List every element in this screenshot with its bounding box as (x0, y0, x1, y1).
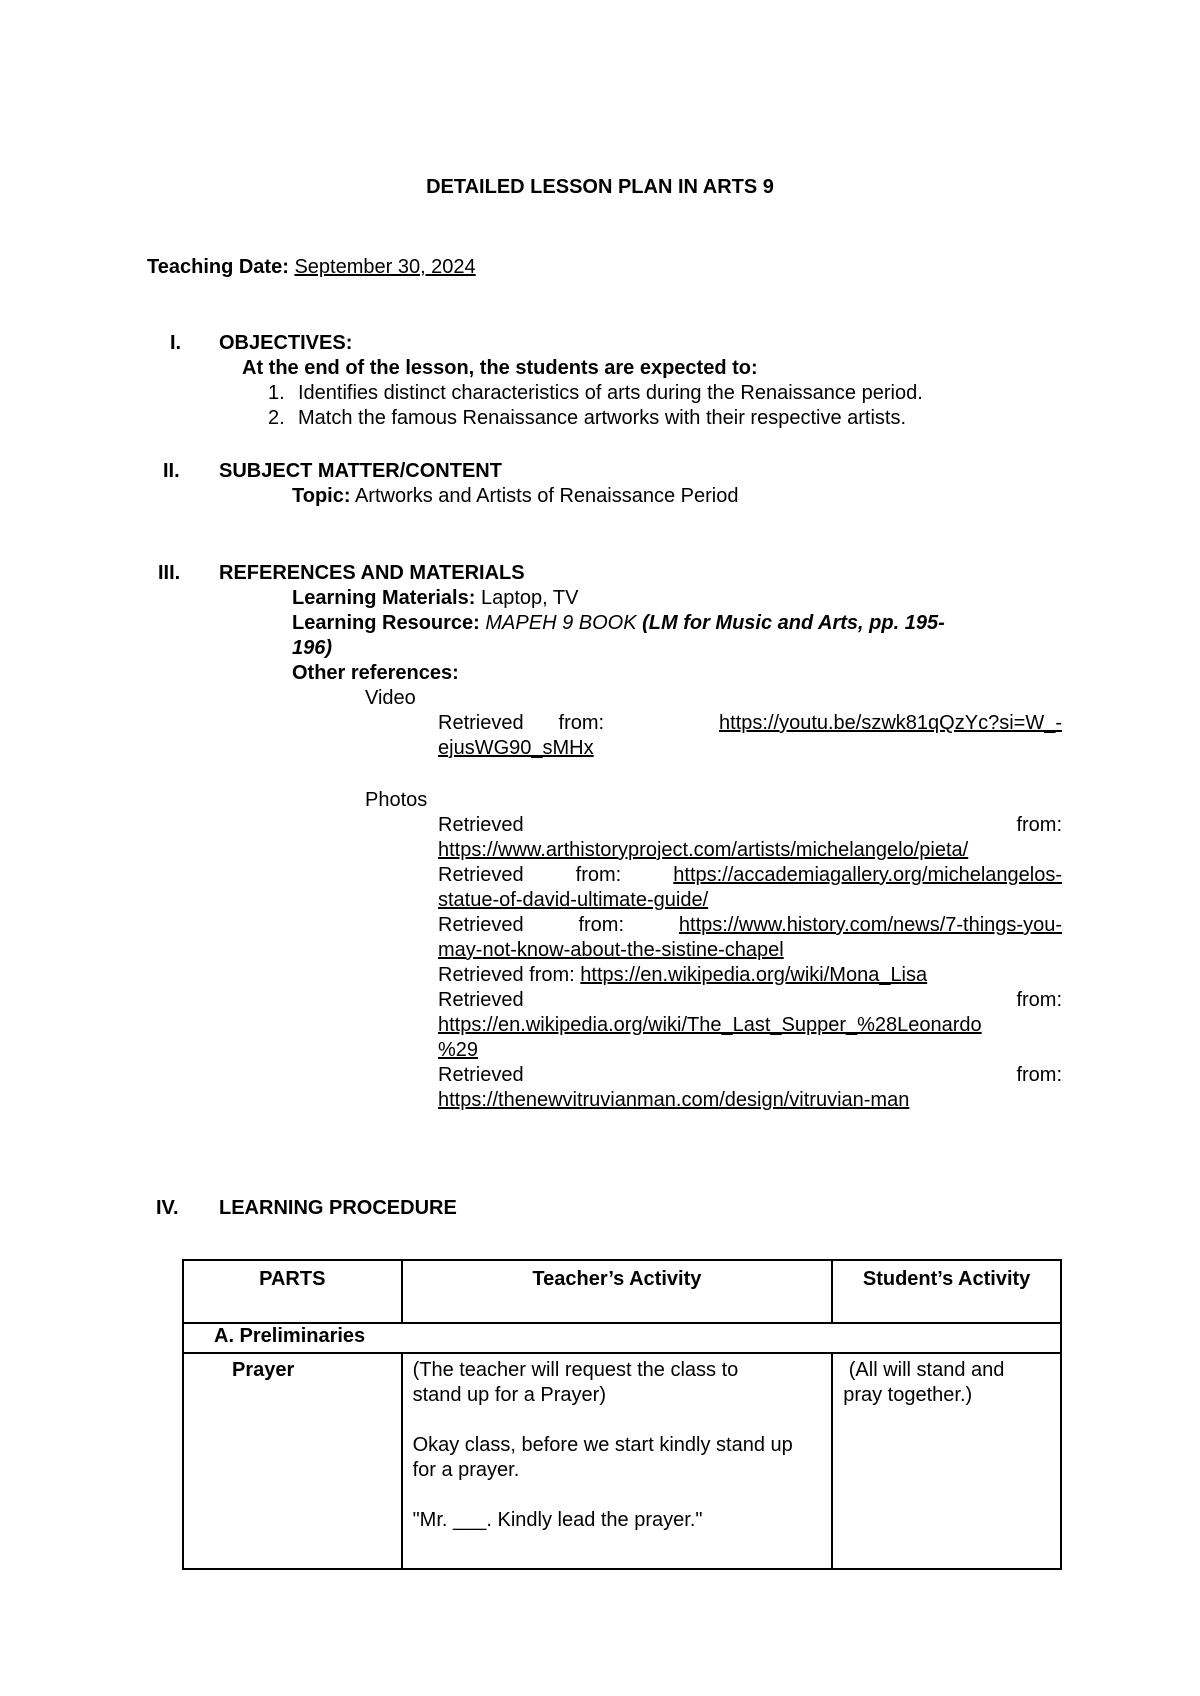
student-line: (All will stand and (843, 1359, 1005, 1381)
from-word: from: (1016, 1064, 1062, 1086)
photo-1-retrieved (438, 813, 1062, 838)
photo-4-line (438, 963, 927, 988)
student-line: pray together.) (843, 1384, 973, 1406)
photo-2-url-cont[interactable]: statue-of-david-ultimate-guide/ (438, 889, 709, 911)
video-url-cont[interactable]: ejusWG90_sMHx (438, 737, 594, 759)
from-word: from: (1016, 989, 1062, 1011)
subject-heading: SUBJECT MATTER/CONTENT (219, 460, 502, 482)
video-label: Video (365, 687, 416, 709)
retrieved-word: Retrieved (438, 989, 524, 1011)
other-references-label: Other references: (292, 662, 459, 684)
teacher-activity-cell (402, 1353, 833, 1569)
photo-5-url[interactable]: https://en.wikipedia.org/wiki/The_Last_Supper_%28Leonardo (438, 1014, 982, 1036)
learning-resource-pages-cont: 196) (292, 637, 333, 659)
learning-resource-book: MAPEH 9 BOOK (485, 612, 637, 634)
photo-3-url[interactable]: https://www.history.com/news/7-things-you- (678, 914, 1062, 936)
learning-resource-pages: (LM for Music and Arts, pp. 195- (642, 612, 945, 634)
teacher-line: stand up for a Prayer) (412, 1384, 606, 1406)
student-activity-cell (832, 1353, 1061, 1569)
photo-5-url-cont[interactable]: %29 (438, 1039, 479, 1061)
photo-1-url[interactable]: https://www.arthistoryproject.com/artists/michelangelo/pieta/ (438, 839, 969, 861)
retrieved-word: Retrieved (438, 712, 524, 734)
objectives-heading: OBJECTIVES: (219, 332, 353, 354)
photo-3-line (438, 913, 1062, 938)
video-url[interactable]: https://youtu.be/szwk81qQzYc?si=W_- (719, 712, 1062, 734)
retrieved-word: Retrieved (438, 914, 524, 936)
retrieved-word: Retrieved (438, 864, 524, 886)
teaching-date-label: Teaching Date: (147, 256, 289, 278)
photo-4-url[interactable]: https://en.wikipedia.org/wiki/Mona_Lisa (580, 964, 928, 986)
column-header-student: Student’s Activity (832, 1260, 1061, 1323)
procedure-heading: LEARNING PROCEDURE (219, 1197, 457, 1219)
objective-text-2: Match the famous Renaissance artworks with their respective artists. (298, 407, 907, 429)
topic-label: Topic: (292, 485, 351, 507)
photo-2-line (438, 863, 1062, 888)
photo-6-url[interactable]: https://thenewvitruvianman.com/design/vitruvian-man (438, 1089, 910, 1111)
section-numeral-ii: II. (163, 460, 180, 482)
table-header-row (183, 1260, 1061, 1323)
table-row (183, 1353, 1061, 1569)
references-heading: REFERENCES AND MATERIALS (219, 562, 525, 584)
learning-materials-label: Learning Materials: (292, 587, 476, 609)
learning-materials-value: Laptop, TV (480, 587, 579, 609)
from-word: from: (1016, 814, 1062, 836)
teacher-line: Okay class, before we start kindly stand up (412, 1434, 793, 1456)
section-numeral-iv: IV. (156, 1197, 179, 1219)
retrieved-word: Retrieved (438, 1064, 524, 1086)
photo-6-retrieved (438, 1063, 1062, 1088)
objective-number-2: 2. (268, 407, 285, 429)
table-section-row (183, 1323, 1061, 1353)
learning-resource-label: Learning Resource: (292, 612, 480, 634)
teacher-line: (The teacher will request the class to (412, 1359, 739, 1381)
retrieved-from-label: Retrieved from: (438, 964, 575, 986)
teaching-date-value: September 30, 2024 (294, 256, 476, 278)
section-numeral-i: I. (170, 332, 182, 354)
column-header-parts: PARTS (183, 1260, 402, 1323)
teacher-line: for a prayer. (412, 1459, 520, 1481)
procedure-table (182, 1259, 1062, 1570)
from-word: from: (578, 914, 625, 936)
teacher-line: "Mr. ___. Kindly lead the prayer." (412, 1509, 703, 1531)
objective-text-1: Identifies distinct characteristics of arts during the Renaissance period. (298, 382, 923, 404)
section-preliminaries: A. Preliminaries (183, 1323, 1061, 1353)
learning-materials-line (292, 586, 578, 611)
photo-3-url-cont[interactable]: may-not-know-about-the-sistine-chapel (438, 939, 784, 961)
from-word: from: (558, 712, 605, 734)
topic-value: Artworks and Artists of Renaissance Period (354, 485, 739, 507)
retrieved-word: Retrieved (438, 814, 524, 836)
photo-5-retrieved (438, 988, 1062, 1013)
section-numeral-iii: III. (158, 562, 181, 584)
video-reference-line (438, 711, 1062, 736)
document-title: DETAILED LESSON PLAN IN ARTS 9 (426, 176, 774, 198)
from-word: from: (575, 864, 622, 886)
teaching-date (147, 255, 476, 280)
learning-resource-line (292, 611, 945, 636)
column-header-teacher: Teacher’s Activity (402, 1260, 833, 1323)
photo-2-url[interactable]: https://accademiagallery.org/michelangelos- (673, 864, 1062, 886)
objective-number-1: 1. (268, 382, 285, 404)
photos-label: Photos (365, 789, 428, 811)
topic-line (292, 484, 738, 509)
prayer-label: Prayer (183, 1353, 402, 1569)
objectives-intro: At the end of the lesson, the students are expected to: (242, 357, 758, 379)
